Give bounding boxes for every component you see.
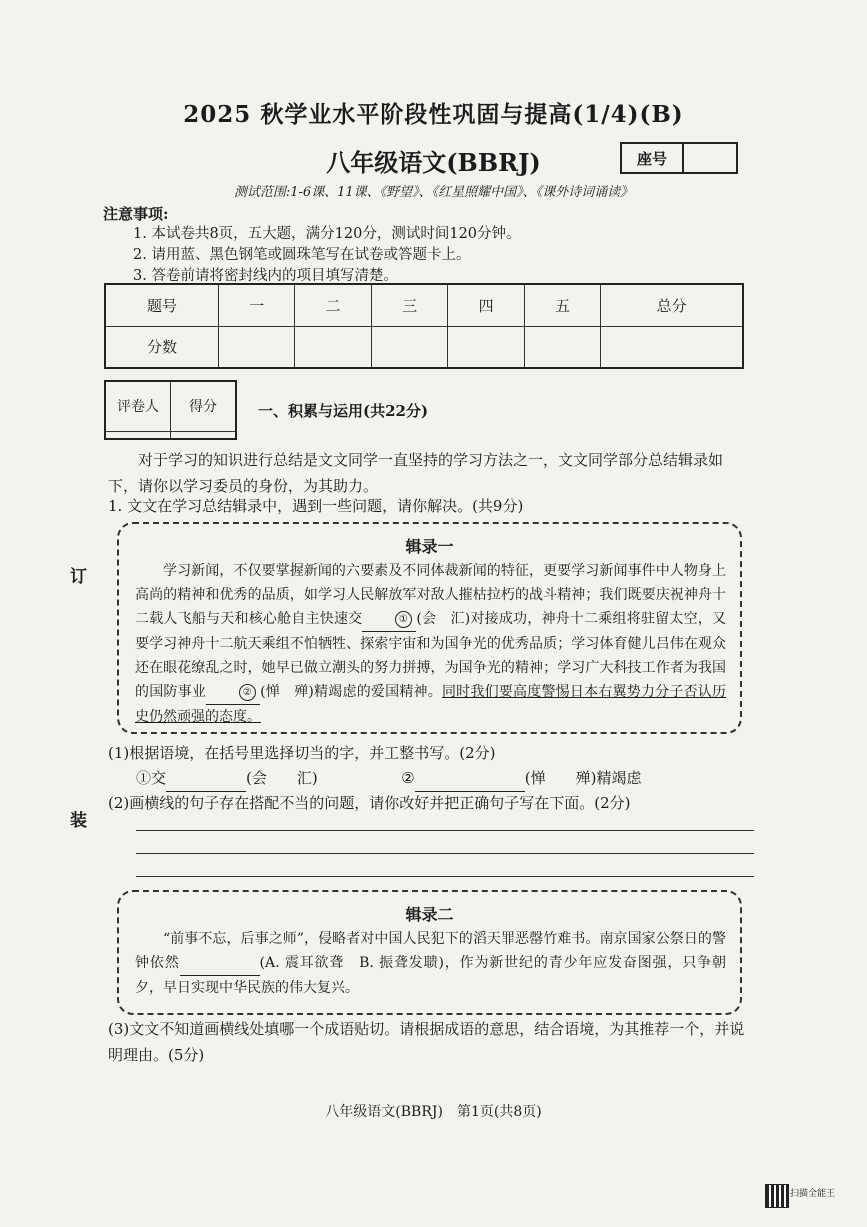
excerpt-2-heading: 辑录二	[405, 905, 454, 924]
idiom-blank[interactable]	[180, 951, 260, 976]
score-header: 五	[524, 284, 600, 326]
exam-subtitle: 八年级语文(BBRJ)	[326, 148, 541, 177]
grade-cell[interactable]	[171, 431, 237, 439]
excerpt-1-text	[119, 557, 740, 729]
subquestion-1: (1)根据语境，在括号里选择切当的字，并工整书写。(2分)	[108, 744, 496, 762]
seat-label: 座号	[622, 144, 684, 172]
intro-paragraph: 对于学习的知识进行总结是文文同学一直坚持的学习方法之一，文文同学部分总结辑录如下，请你以学习委员的身份，为其助力。	[108, 451, 724, 495]
answer-2-blank[interactable]	[415, 765, 525, 792]
subquestion-3: (3)文文不知道画横线处填哪一个成语贴切。请根据成语的意思，结合语境，为其推荐一个，并说明理由。(5分)	[108, 1020, 745, 1064]
score-header: 二	[295, 284, 371, 326]
binding-mark-zhuang: 装	[70, 811, 87, 831]
answer-line[interactable]	[136, 853, 754, 854]
answer-line[interactable]	[136, 830, 754, 831]
grader-table	[104, 380, 237, 440]
excerpt-2-part-a: “前事不忘，后事之师”，侵略者对中国人民犯下的滔天罪恶罄竹难书。南京国家公祭日的警钟依然	[135, 931, 726, 971]
subquestion-2: (2)画横线的句子存在搭配不当的问题，请你改好并把正确句子写在下面。(2分)	[108, 794, 631, 812]
answer-2-hint: (惮 殚)精竭虑	[524, 769, 642, 787]
excerpt-2-text	[119, 925, 740, 1000]
blank-hint-2: (惮 殚)	[260, 684, 314, 700]
notice-item: 3. 答卷前请将密封线内的项目填写清楚。	[133, 268, 398, 284]
scanner-watermark: 扫描全能王	[790, 1189, 836, 1199]
score-row-label: 分数	[105, 326, 219, 368]
seat-number-box	[620, 142, 738, 174]
blank-hint-1: (会 汇)	[416, 611, 471, 627]
section-title: 一、积累与运用(共22分)	[258, 402, 429, 420]
excerpt-2-part-b: (A. 震耳欲聋 B. 振聋发聩)，作为新世纪的青少年应发奋图强，只争朝夕，早日实现中华民族的伟大复兴。	[135, 955, 727, 996]
answer-line[interactable]	[136, 876, 754, 877]
grader-cell[interactable]	[105, 431, 171, 439]
answer-1-blank[interactable]	[166, 765, 246, 792]
excerpt-box-2	[117, 890, 742, 1015]
score-header: 题号	[105, 284, 219, 326]
grade-label: 得分	[171, 381, 237, 431]
notice-item: 2. 请用蓝、黑色钢笔或圆珠笔写在试卷或答题卡上。	[133, 247, 471, 263]
qr-code-icon	[765, 1184, 789, 1208]
excerpt-1-heading: 辑录一	[405, 537, 454, 556]
answer-2-prefix: ②	[401, 769, 415, 787]
page-footer: 八年级语文(BBRJ) 第1页(共8页)	[325, 1104, 542, 1120]
score-table	[104, 283, 744, 369]
score-header: 一	[219, 284, 295, 326]
score-header: 总分	[601, 284, 743, 326]
test-range: 测试范围:1-6课、11课、《野望》、《红星照耀中国》、《课外诗词诵读》	[233, 185, 634, 200]
excerpt-1-part-c: 精竭虑的爱国精神。	[313, 684, 442, 700]
excerpt-1-part-b: 对接成功，神舟十二乘组将驻留太空，又要学习神舟十二航天乘组不怕牺牲、探索宇宙和为国争光的优秀品质；学习体育健儿吕伟在观众还在眼花缭乱之时，她早已做立潮头的努力拼搏，为国争光的精神；学习广大科技工作者为我国的国防事业	[135, 611, 727, 700]
excerpt-1-part-a: 学习新闻，不仅要掌握新闻的六要素及不同体裁新闻的特征，更要学习新闻事件中人物身上高尚的精神和优秀的品质，如学习人民解放军对敌人摧枯拉朽的战斗精神；我们既要庆祝神舟十二载人飞船与天和核心舱自主快速交	[135, 563, 726, 627]
blank-marker-2: ②	[239, 684, 256, 701]
answer-1-hint: (会 汇)	[246, 769, 318, 787]
underlined-sentence: 同时我们要高度警惕日本右翼势力分子否认历史仍然顽强的态度。	[135, 684, 726, 725]
notice-item: 1. 本试卷共8页，五大题，满分120分，测试时间120分钟。	[133, 226, 521, 242]
score-cell[interactable]	[219, 326, 295, 368]
score-header: 四	[448, 284, 524, 326]
score-cell[interactable]	[295, 326, 371, 368]
seat-input-cell[interactable]	[684, 144, 736, 172]
score-header: 三	[371, 284, 447, 326]
answer-1-prefix: ①交	[136, 769, 167, 787]
score-cell[interactable]	[371, 326, 447, 368]
grader-label: 评卷人	[105, 381, 171, 431]
score-cell[interactable]	[601, 326, 743, 368]
notice-heading: 注意事项:	[103, 205, 169, 223]
excerpt-box-1	[117, 522, 742, 734]
exam-title: 2025 秋学业水平阶段性巩固与提高(1/4)(B)	[183, 101, 684, 128]
subquestion-1-answers	[136, 765, 756, 792]
score-cell[interactable]	[524, 326, 600, 368]
binding-mark-ding: 订	[70, 567, 87, 587]
blank-marker-1: ①	[395, 611, 412, 628]
question-1: 1. 文文在学习总结辑录中，遇到一些问题，请你解决。(共9分)	[108, 497, 524, 515]
score-cell[interactable]	[448, 326, 524, 368]
